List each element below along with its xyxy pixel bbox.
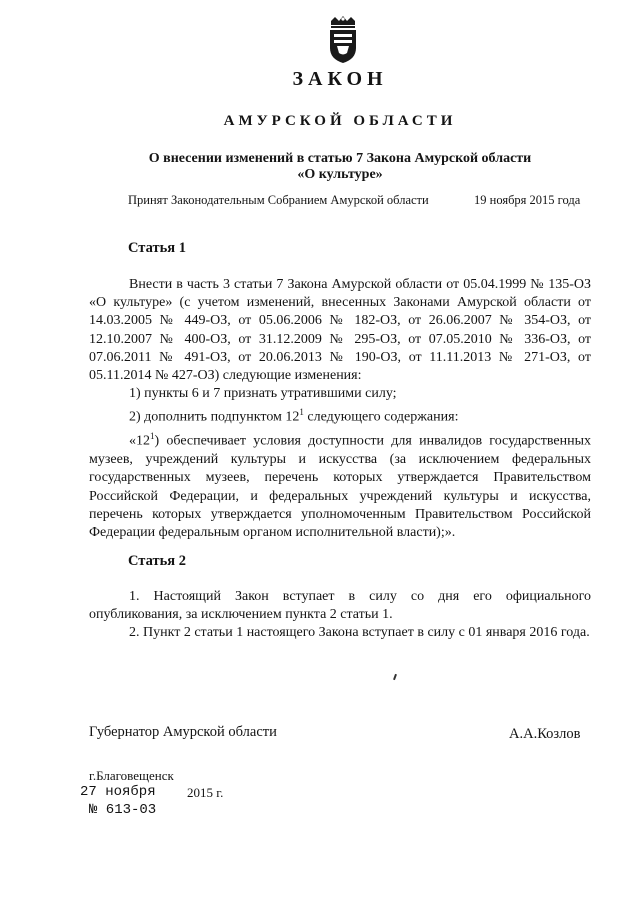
scan-artifact [393, 674, 397, 680]
new-subpoint-text [89, 427, 591, 542]
subpoint-superscript: 1 [150, 431, 155, 442]
article-1-item-2 [89, 403, 591, 427]
region-name: АМУРСКОЙ ОБЛАСТИ [223, 113, 457, 129]
article-1-item-1: 1) пункты 6 и 7 признать утратившими силу; [129, 386, 397, 402]
coat-of-arms-emblem [323, 15, 363, 65]
signing-place: г.Благовещенск [89, 768, 174, 783]
article-1-intro: Внести в часть 3 статьи 7 Закона Амурской области от 05.04.1999 № 135-ОЗ «О культуре» (с учетом изменений, внесенных Законами Амурской области от 14.03.2005 № 449-ОЗ, от 05.06.2006 № 182-ОЗ, от 26.06.2007 № 354-ОЗ, от 12.10.2007 № 400-ОЗ, от 31.12.2009 № 295-ОЗ, от 07.05.2010 № 336-ОЗ, от 07.06.2011 № 491-ОЗ, от 20.06.2013 № 190-ОЗ, от 11.11.2013 № 271-ОЗ, от 05.11.2014 № 427-ОЗ) следующие изменения: [89, 277, 591, 384]
signing-year: 2015 г. [187, 785, 224, 800]
adoption-date: 19 ноября 2015 года [474, 193, 581, 207]
item-2-text-end: следующего содержания: [303, 410, 459, 426]
document-type: ЗАКОН [292, 68, 388, 90]
item-2-text: 2) дополнить подпунктом 12 [129, 410, 300, 426]
signer-title: Губернатор Амурской области [89, 724, 277, 740]
signing-day-month: 27 ноября [80, 784, 156, 800]
law-title [0, 151, 640, 183]
item-2-superscript: 1 [299, 407, 304, 418]
article-2-item-1: 1. Настоящий Закон вступает в силу со дня его официального опубликования, за исключением пункта 2 статьи 1. [89, 589, 591, 623]
adoption-statement: Принят Законодательным Собранием Амурской области [128, 193, 429, 207]
article-1-body [89, 276, 591, 542]
subpoint-close: ) [154, 433, 160, 449]
subpoint-body: обеспечивает условия доступности для инвалидов государственных музеев, учреждений культуры и искусства (за исключением федеральных государственных музеев, перечень которых утверждается Правительством Российской Федерации, и федеральных учреждений культуры и искусства, перечень которых утверждается уполномоченным Правительством Российской Федерации федеральным органом исполнительной власти);». [89, 433, 591, 540]
article-2-heading: Статья 2 [128, 553, 186, 569]
article-2-item-2: 2. Пункт 2 статьи 1 настоящего Закона вступает в силу с 01 января 2016 года. [129, 625, 590, 641]
article-2-body [89, 588, 591, 643]
law-title-line-1: О внесении изменений в статью 7 Закона Амурской области [148, 151, 532, 166]
signer-name: А.А.Козлов [509, 726, 581, 742]
subpoint-open: «12 [129, 433, 150, 449]
article-1-heading: Статья 1 [128, 240, 186, 256]
law-number: № 613-03 [89, 802, 157, 818]
law-title-line-2: «О культуре» [297, 167, 383, 182]
